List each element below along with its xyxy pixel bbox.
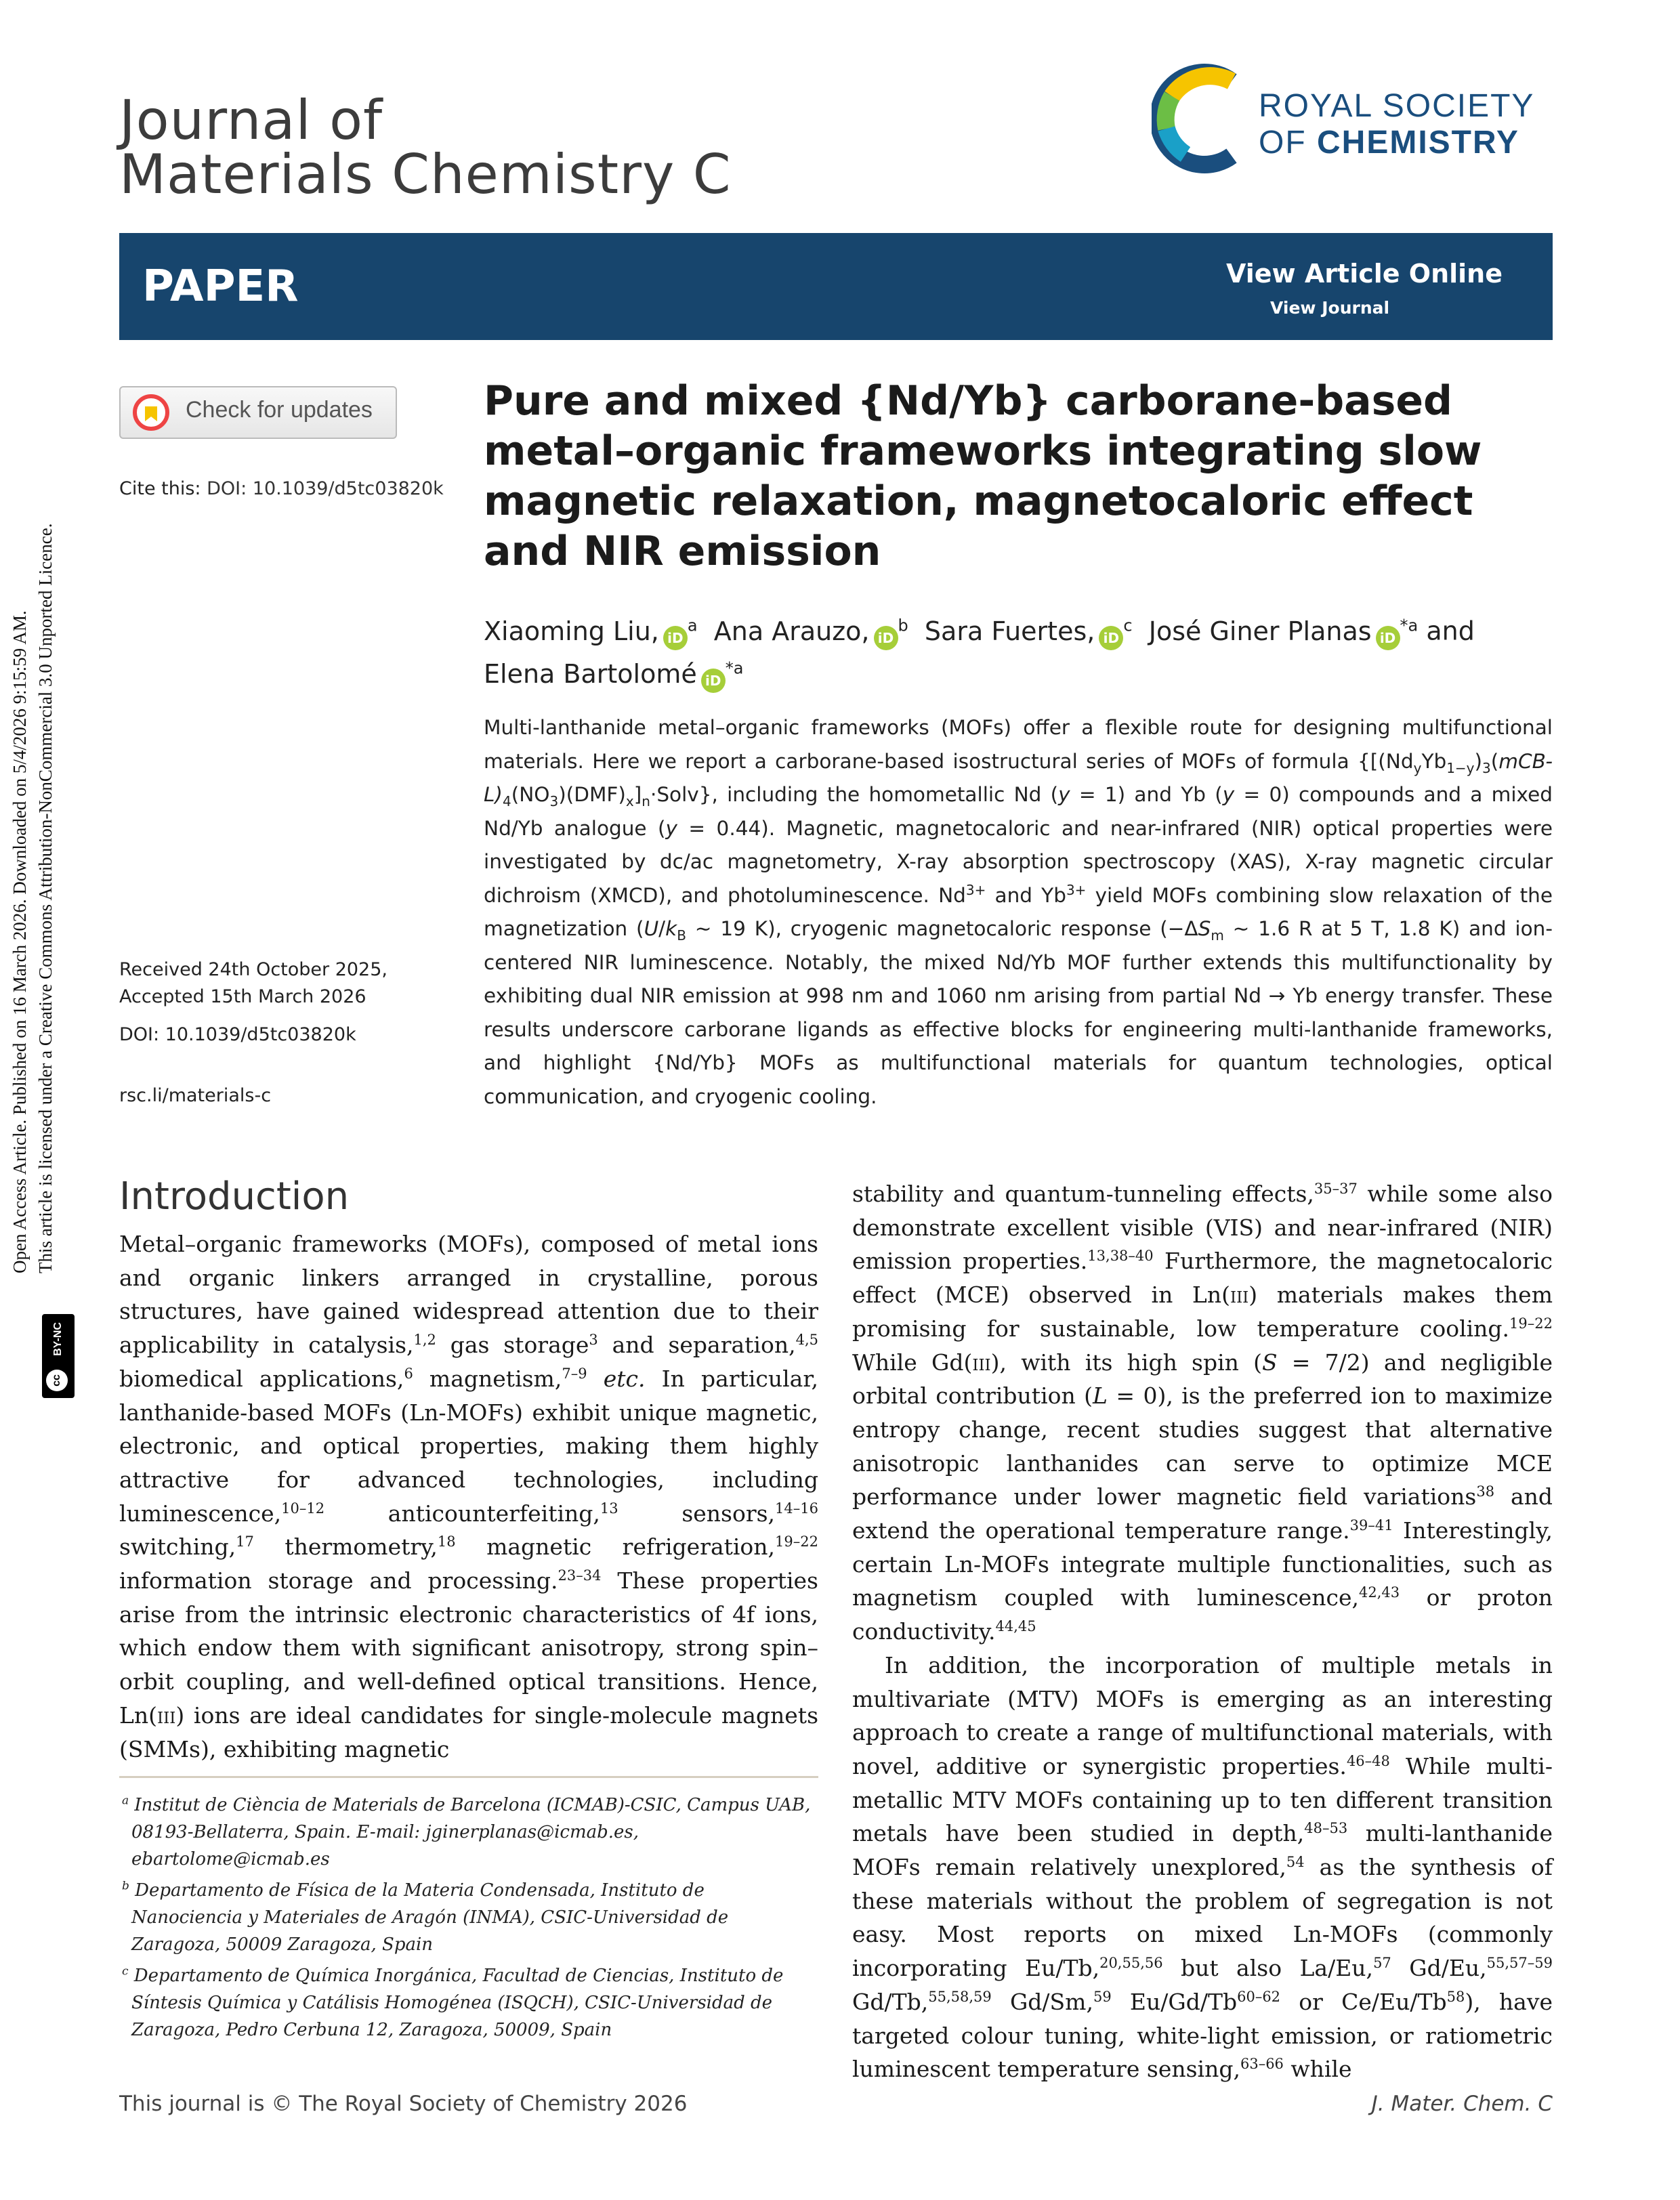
citation-ref[interactable]: 20,55,56: [1099, 1955, 1163, 1972]
publisher-line2: OF CHEMISTRY: [1259, 125, 1519, 161]
citation-ref[interactable]: 54: [1286, 1854, 1305, 1871]
abstract: Multi-lanthanide metal–organic frameworks (MOFs) offer a flexible route for designing multifunctional materials. Here we report a carborane-based isostructural series of MOFs of formula $\{[(Nd_yYb_{1-y})_3(mCB-L)_4(NO_3)(DMF)_x]_n\cdot Solv\}$, including the homometallic Nd (y = 1) and Yb (y = 0) compounds and a mixed Nd/Yb analogue (y = 0.44). Magnetic, magnetocaloric and near-infrared (NIR) optical properties were investigated by dc/ac magnetometry, X-ray absorption spectroscopy (XAS), X-ray magnetic circular dichroism (XMCD), and photoluminescence. $Nd^{3+}$ and $Yb^{3+}$ yield MOFs combining slow relaxation of the magnetization ($U/k_B$ ∼ 19 K), cryogenic magnetocaloric response ($-\Delta S_m$ ∼ 1.6 R at 5 T, 1.8 K) and ion-centered NIR luminescence. Notably, the mixed Nd/Yb MOF further extends this multifunctionality by exhibiting dual NIR emission at 998 nm and 1060 nm arising from partial Nd → Yb energy transfer. These results underscore carborane ligands as effective blocks for engineering multi-lanthanide frameworks, and highlight {Nd/Yb} MOFs as multifunctional materials for quantum technologies, optical communication, and cryogenic cooling.: [484, 716, 1553, 1108]
cc-badge[interactable]: [42, 1314, 75, 1398]
citation-ref[interactable]: 46–48: [1346, 1752, 1390, 1769]
footnote-a: $^a$ Institut de Ciència de Materials de Barcelona (ICMAB)-CSIC, Campus UAB, 08193-Bellaterra, Spain. E-mail: jginerplanas@icmab.es, ebartolome@icmab.es: [122, 1794, 811, 1869]
orcid-icon[interactable]: iD: [874, 626, 898, 650]
citation-ref[interactable]: 57: [1373, 1955, 1391, 1972]
citation-ref[interactable]: 48–53: [1304, 1820, 1348, 1837]
author-list: [484, 607, 1554, 693]
citation-ref[interactable]: 60–62: [1237, 1988, 1281, 2005]
article-type-banner: [119, 233, 1553, 340]
author-5[interactable]: Elena Bartolomé $iD^{*a}$: [484, 659, 743, 689]
rsc-logo-icon: [1152, 61, 1253, 176]
body-column-right: [852, 1177, 1553, 2086]
citation-ref[interactable]: 44,45: [995, 1618, 1036, 1635]
author-4[interactable]: José Giner Planas $iD^{*a}$: [1141, 616, 1419, 646]
intro-paragraph-2: stability and quantum-tunneling effects,$^{35-37}$ while some also demonstrate excellent visible (VIS) and near-infrared (NIR) emission properties.$^{13,38-40}$ Furthermore, the magnetocaloric effect (MCE) observed in Ln(iii) materials makes them promising for sustainable, low temperature cooling.$^{19-22}$ While Gd(iii), with its high spin (S = 7/2) and negligible orbital contribution (L = 0), is the preferred ion to maximize entropy change, recent studies suggest that alternative anisotropic lanthanides can serve to optimize MCE performance under lower magnetic field variations$^{38}$ and extend the operational temperature range.$^{39-41}$ Interestingly, certain Ln-MOFs integrate multiple functionalities, such as magnetism coupled with luminescence,$^{42,43}$ or proton conductivity.$^{44,45}$: [852, 1181, 1553, 1645]
footnote-c: $^c$ Departamento de Química Inorgánica, Facultad de Ciencias, Instituto de Síntesis Química y Catálisis Homogénea (ISQCH), CSIC-Universidad de Zaragoza, Pedro Cerbuna 12, Zaragoza, 50009, Spain: [122, 1964, 784, 2040]
citation-ref[interactable]: 7–9: [562, 1365, 587, 1382]
open-access-line: Open Access Article. Published on 16 March 2026. Downloaded on 5/4/2026 9:15:59 AM.: [9, 610, 30, 1273]
citation-ref[interactable]: 42,43: [1358, 1584, 1400, 1601]
citation-ref[interactable]: 19–22: [775, 1533, 818, 1550]
citation-ref[interactable]: 19–22: [1509, 1315, 1553, 1332]
article-title: Pure and mixed {Nd/Yb} carborane-based metal–organic frameworks integrating slow magnetic relaxation, magnetocaloric effect and NIR emission: [484, 377, 1482, 575]
orcid-icon[interactable]: iD: [663, 626, 688, 650]
footnote-b: $^b$ Departamento de Física de la Materia Condensada, Instituto de Nanociencia y Materiales de Aragón (INMA), CSIC-Universidad de Zaragoza, 50009 Zaragoza, Spain: [122, 1879, 729, 1955]
citation-ref[interactable]: 39–41: [1349, 1517, 1393, 1534]
check-for-updates-button[interactable]: [119, 386, 397, 439]
intro-paragraph-1: Metal–organic frameworks (MOFs), composed of metal ions and organic linkers arranged in crystalline, porous structures, have gained widespread attention due to their applicability in catalysis,$^{1,2}$ gas storage$^3$ and separation,$^{4,5}$ biomedical applications,$^6$ magnetism,$^{7-9}$ etc. In particular, lanthanide-based MOFs (Ln-MOFs) exhibit unique magnetic, electronic, and optical properties, making them highly attractive for advanced technologies, including luminescence,$^{10-12}$ anticounterfeiting,$^{13}$ sensors,$^{14-16}$ switching,$^{17}$ thermometry,$^{18}$ magnetic refrigeration,$^{19-22}$ information storage and processing.$^{23-34}$ These properties arise from the intrinsic electronic characteristics of 4f ions, which endow them with significant anisotropy, strong spin–orbit coupling, and well-defined optical transitions. Hence, Ln(iii) ions are ideal candidates for single-molecule magnets (SMMs), exhibiting magnetic: [119, 1231, 818, 1762]
affiliation-footnotes: [119, 1792, 818, 2048]
publisher-line1: ROYAL SOCIETY: [1259, 88, 1535, 124]
journal-link[interactable]: rsc.li/materials-c: [119, 1085, 272, 1106]
citation-ref[interactable]: 10–12: [281, 1500, 325, 1517]
intro-paragraph-3: In addition, the incorporation of multiple metals in multivariate (MTV) MOFs is emerging as an interesting approach to create a range of multifunctional materials, with novel, additive or synergistic properties.$^{46-48}$ While multi-metallic MTV MOFs containing up to ten different transition metals have been studied in depth,$^{48-53}$ multi-lanthanide MOFs remain relatively unexplored,$^{54}$ as the synthesis of these materials without the problem of segregation is not easy. Most reports on mixed Ln-MOFs (commonly incorporating Eu/Tb,$^{20,55,56}$ but also La/Eu,$^{57}$ Gd/Eu,$^{55,57-59}$ Gd/Tb,$^{55,58,59}$ Gd/Sm,$^{59}$ Eu/Gd/Tb$^{60-62}$ or Ce/Eu/Tb$^{58}$), have targeted colour tuning, white-light emission, or ratiometric luminescent temperature sensing,$^{63-66}$ while: [852, 1651, 1553, 2083]
author-1[interactable]: Xiaoming Liu, $iD^a$: [484, 616, 698, 646]
journal-title-line1: Journal of: [119, 89, 383, 152]
article-doi[interactable]: DOI: 10.1039/d5tc03820k: [119, 1024, 356, 1045]
journal-title-line2: Materials Chemistry C: [119, 143, 732, 206]
citation-ref[interactable]: 13,38–40: [1087, 1248, 1154, 1265]
cc-icon: cc: [46, 1370, 68, 1391]
citation-ref[interactable]: 13: [600, 1500, 618, 1517]
orcid-icon[interactable]: iD: [701, 669, 726, 693]
citation-ref[interactable]: 1,2: [413, 1332, 436, 1349]
body-column-left: [119, 1227, 818, 1766]
cite-this: [119, 478, 444, 499]
copyright-footer: This journal is © The Royal Society of Chemistry 2026: [119, 2092, 688, 2116]
accepted-date: Accepted 15th March 2026: [119, 986, 366, 1007]
license-line[interactable]: This article is licensed under a Creative Commons Attribution-NonCommercial 3.0 Unported Licence.: [35, 523, 56, 1273]
received-date: Received 24th October 2025,: [119, 959, 387, 980]
citation-ref[interactable]: 23–34: [558, 1567, 602, 1584]
article-type: PAPER: [142, 261, 299, 312]
license-sidebar: [0, 257, 75, 1422]
citation-ref[interactable]: 18: [437, 1533, 456, 1550]
citation-ref[interactable]: 55,57–59: [1486, 1955, 1553, 1972]
journal-abbrev-footer: J. Mater. Chem. C: [1371, 2092, 1553, 2116]
check-for-updates-label: Check for updates: [186, 397, 373, 423]
citation-ref[interactable]: 58: [1446, 1988, 1465, 2005]
citation-ref[interactable]: 38: [1476, 1483, 1495, 1500]
author-connector: and: [1426, 616, 1475, 646]
footnote-divider: [119, 1776, 818, 1778]
citation-ref[interactable]: 55,58,59: [928, 1988, 992, 2005]
citation-ref[interactable]: 17: [236, 1533, 254, 1550]
cite-doi[interactable]: DOI: 10.1039/d5tc03820k: [207, 478, 444, 499]
section-heading-introduction: Introduction: [119, 1175, 350, 1219]
author-3[interactable]: Sara Fuertes, $iD^c$: [917, 616, 1133, 646]
received-accepted: [119, 956, 387, 1011]
cc-badge-text: BY-NC: [52, 1322, 64, 1356]
cite-label: Cite this:: [119, 478, 201, 499]
citation-ref[interactable]: 14–16: [775, 1500, 818, 1517]
citation-ref[interactable]: 6: [404, 1365, 413, 1382]
citation-ref[interactable]: 35–37: [1314, 1181, 1358, 1197]
orcid-icon[interactable]: iD: [1099, 626, 1123, 650]
orcid-icon[interactable]: iD: [1376, 626, 1400, 650]
view-journal-link[interactable]: View Journal: [1270, 298, 1390, 318]
citation-ref[interactable]: 3: [589, 1332, 598, 1349]
publisher-name: [1259, 88, 1534, 161]
journal-title: [119, 89, 732, 206]
citation-ref[interactable]: 59: [1093, 1988, 1112, 2005]
author-2[interactable]: Ana Arauzo, $iD^b$: [706, 616, 908, 646]
citation-ref[interactable]: 4,5: [795, 1332, 818, 1349]
check-updates-icon: [131, 394, 171, 431]
citation-ref[interactable]: 63–66: [1240, 2056, 1284, 2073]
view-article-online-link[interactable]: View Article Online: [1226, 259, 1503, 289]
